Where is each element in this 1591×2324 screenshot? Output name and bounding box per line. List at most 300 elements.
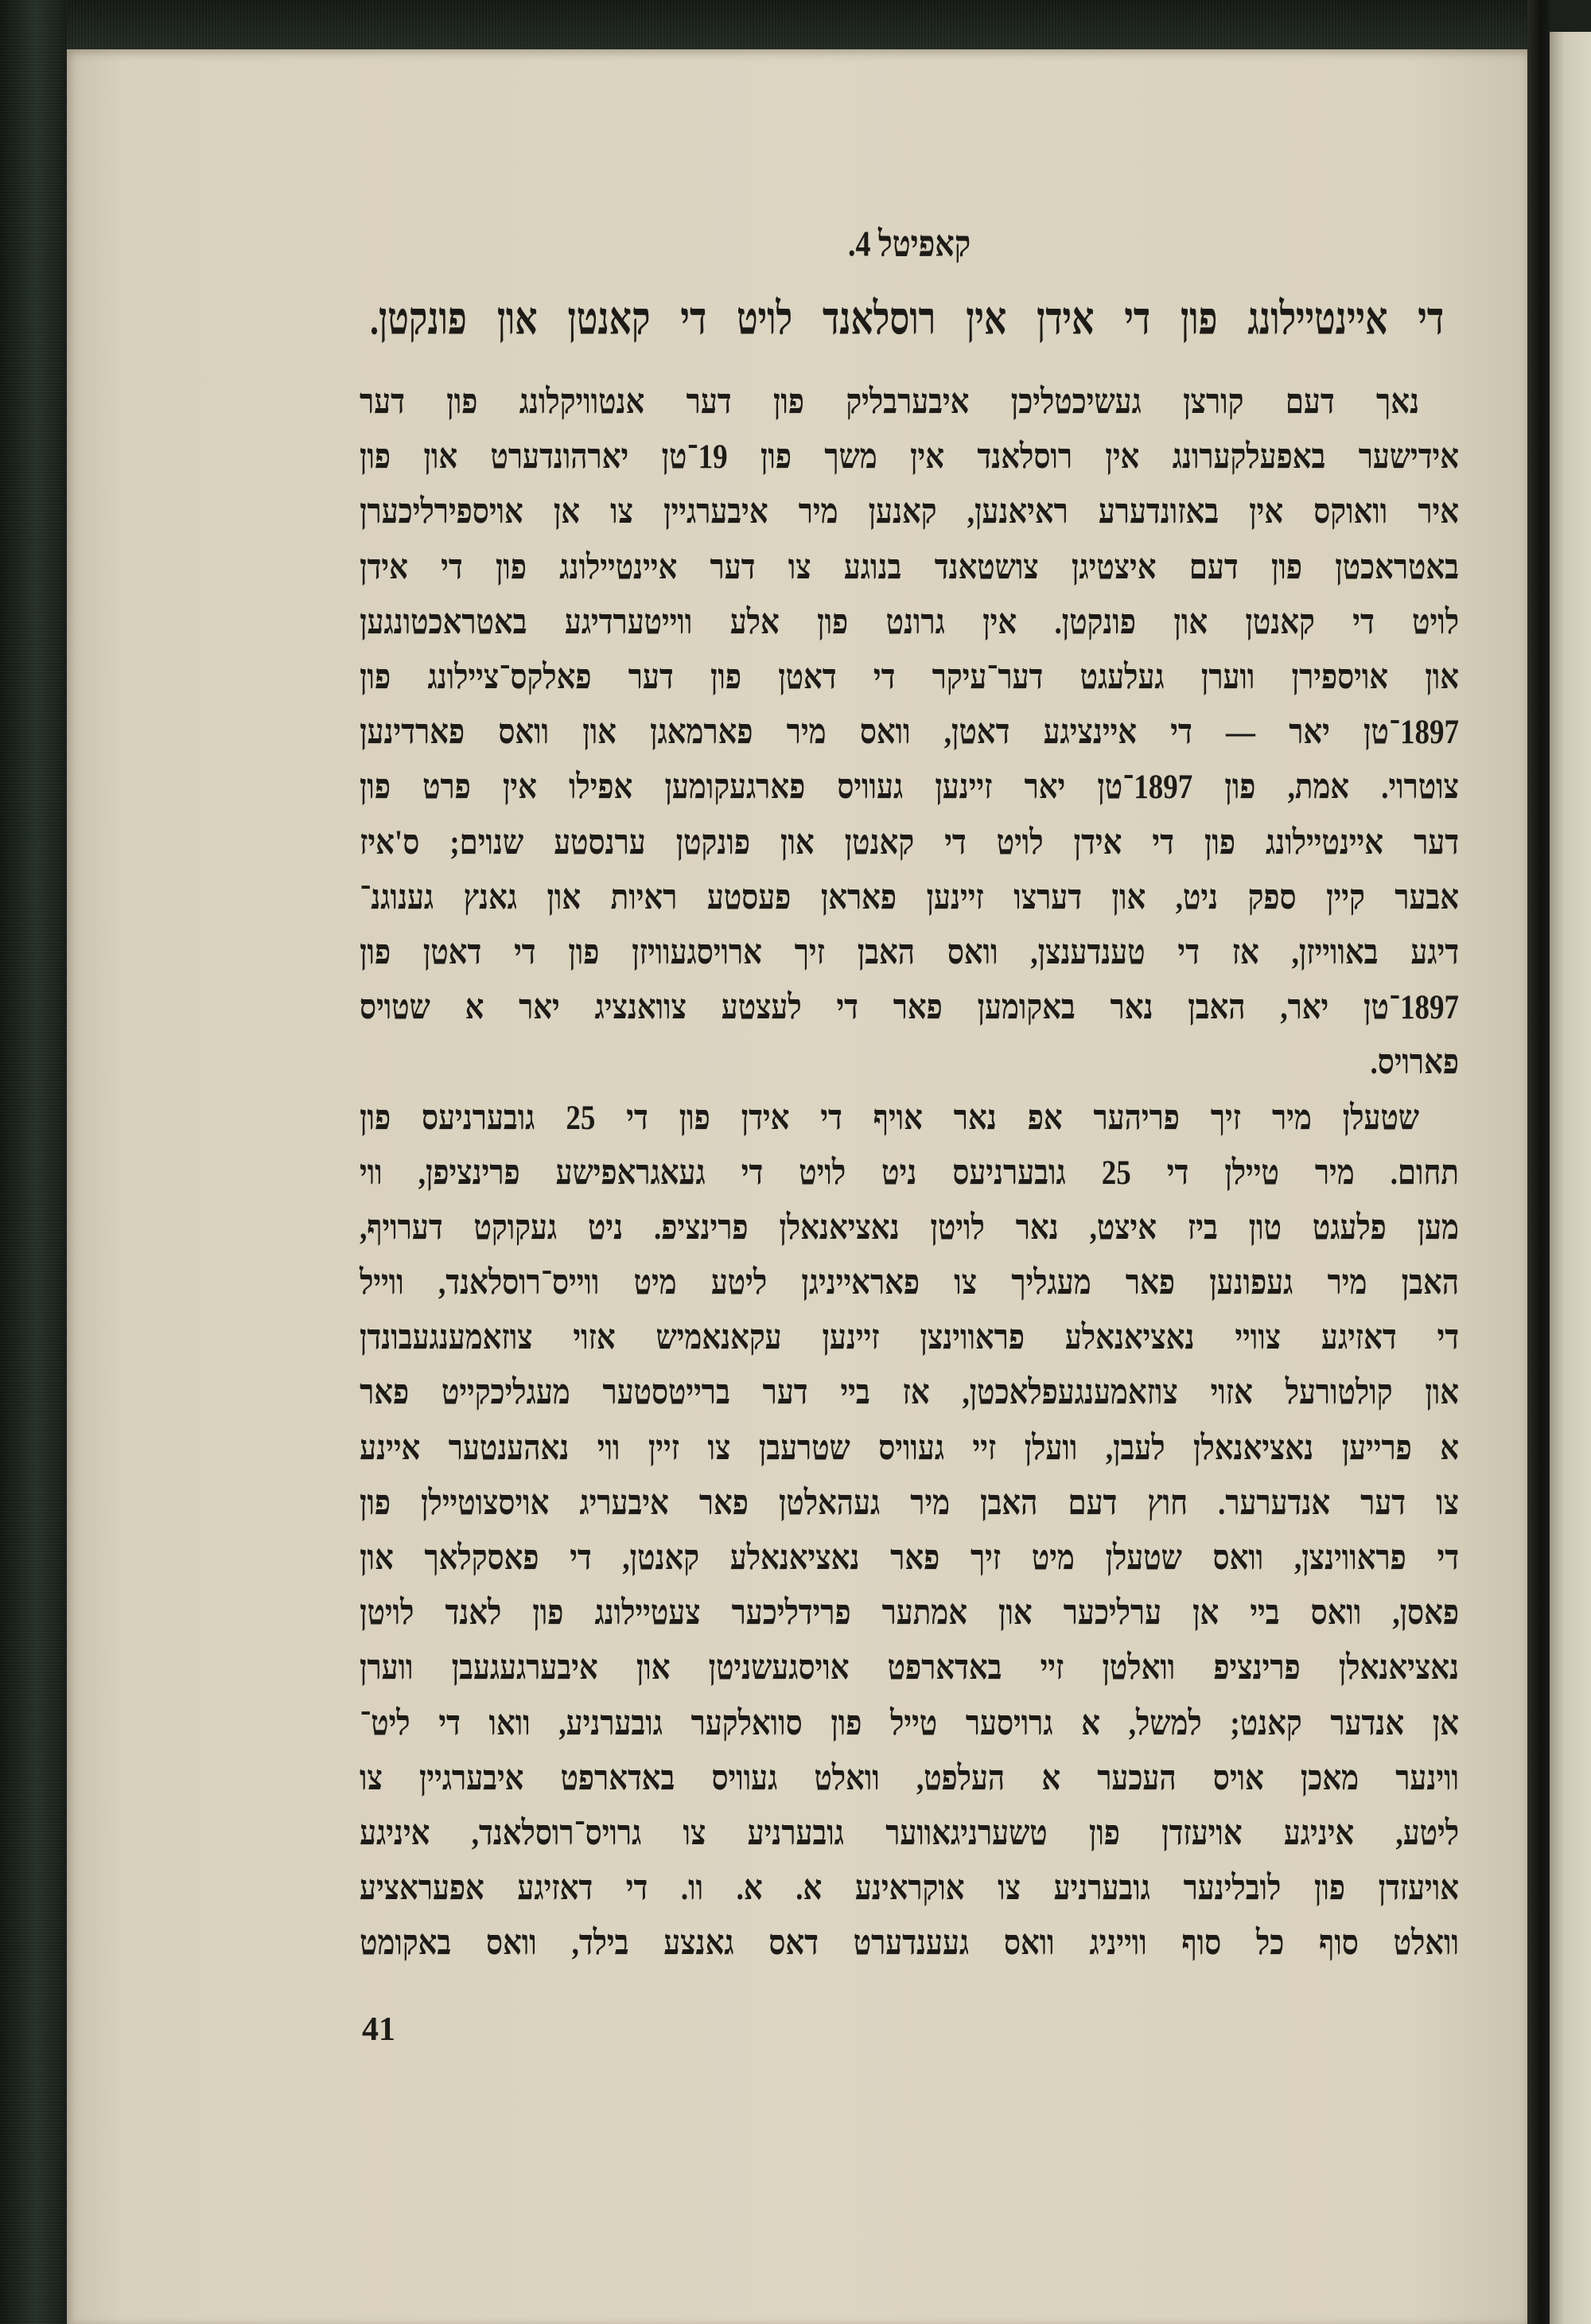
- word: יאר: [1289, 713, 1330, 752]
- word: פריהער: [1093, 1098, 1180, 1138]
- word: נאציאנאלע: [729, 1539, 860, 1578]
- word: וואס: [498, 713, 550, 752]
- word: א: [1041, 1759, 1061, 1798]
- word: וואס: [1310, 1594, 1362, 1633]
- word: פון: [1224, 768, 1256, 808]
- word: איינציגע: [1043, 713, 1138, 752]
- word: ארויסגעוויזן: [632, 933, 762, 972]
- word: איבערגעגעבן: [451, 1649, 598, 1688]
- word: פון: [568, 933, 600, 972]
- word: צוזאמענגעפלאכטן,: [962, 1373, 1178, 1413]
- word: לויט: [737, 293, 793, 344]
- word: פון: [360, 438, 391, 477]
- word: פון: [831, 1703, 862, 1743]
- word: אן: [1432, 1703, 1459, 1743]
- word: גובערניע: [747, 1814, 844, 1853]
- word: איניגע: [360, 1814, 430, 1853]
- word: באדארפט: [887, 1649, 1002, 1688]
- word: געוויס: [878, 1428, 945, 1468]
- word: וו.: [680, 1869, 704, 1908]
- word: ספק: [1247, 878, 1297, 917]
- word: אידן: [1037, 293, 1095, 344]
- word: באדארפט: [560, 1759, 675, 1798]
- word: לויטן: [930, 1209, 985, 1248]
- word: משך: [824, 438, 877, 477]
- word: יאר: [519, 988, 560, 1027]
- paragraph: [360, 1090, 1459, 1971]
- word: מען: [1417, 1209, 1459, 1248]
- word: דערויף,: [360, 1209, 443, 1248]
- word: גאנצע: [663, 1924, 734, 1964]
- word: העכער: [1097, 1759, 1177, 1798]
- word: גרויסער: [965, 1703, 1053, 1743]
- word: פאר: [890, 1539, 940, 1578]
- word: דיגע: [1410, 933, 1459, 972]
- word: אז: [1231, 933, 1259, 972]
- text-line: [360, 650, 1459, 705]
- word: מיר: [786, 713, 827, 752]
- word: 25: [1101, 1154, 1131, 1193]
- word: צוויי: [1235, 1318, 1282, 1357]
- word: נאציאנאלע: [1064, 1318, 1195, 1357]
- word: דאטן: [778, 658, 837, 697]
- word: די: [1170, 713, 1192, 752]
- word: באקומען: [977, 988, 1076, 1027]
- word: די: [1352, 603, 1375, 642]
- word: ניט: [588, 1209, 624, 1248]
- word: יאר: [1024, 768, 1066, 808]
- word: זיך: [1210, 1098, 1242, 1138]
- word: ביי: [1250, 1594, 1280, 1633]
- word: זיך: [794, 933, 825, 972]
- word: גאנץ: [463, 878, 517, 917]
- word: פאסקלאך: [424, 1539, 539, 1578]
- word: ליטע,: [1395, 1814, 1459, 1853]
- word: אידן: [1073, 823, 1122, 862]
- word: בילד,: [571, 1924, 629, 1964]
- word: פאר: [1125, 1263, 1175, 1302]
- word: געפונען: [1209, 1263, 1293, 1302]
- word: עקאנאמיש: [655, 1318, 782, 1357]
- word: זיינען: [926, 878, 984, 917]
- word: מיט: [633, 1263, 677, 1302]
- word: פון: [679, 1098, 710, 1138]
- word: 1897־טן: [1363, 713, 1459, 752]
- text-line: [360, 1806, 1459, 1861]
- word: פון: [495, 547, 527, 587]
- word: ווייס־רוסלאנד,: [438, 1263, 600, 1302]
- word: אבער: [1395, 878, 1459, 917]
- word: וואו: [488, 1703, 531, 1743]
- word: זיך: [970, 1539, 1002, 1578]
- text-line: [360, 1531, 1459, 1586]
- word: לויט: [996, 823, 1044, 862]
- word: און: [496, 293, 538, 344]
- word: די: [441, 547, 463, 587]
- word: אמת,: [1287, 768, 1350, 808]
- word: דער: [360, 383, 405, 422]
- word: שטרעבן: [758, 1428, 850, 1468]
- word: אן: [553, 492, 581, 532]
- word: האבן: [1188, 988, 1246, 1027]
- word: אויסצוטיילן: [421, 1484, 550, 1523]
- book-cover-top: [67, 0, 1527, 49]
- word: טענדענצן,: [1030, 933, 1146, 972]
- word: פון: [772, 383, 804, 422]
- word: באפעלקערונג: [1172, 438, 1326, 477]
- word: צוזאמענגעבונדן: [360, 1318, 533, 1357]
- word: פארמאגן: [650, 713, 753, 752]
- word: פון: [360, 768, 391, 808]
- word: 1897־טן: [1097, 768, 1193, 808]
- word: טון: [1248, 1209, 1282, 1248]
- text-line: [360, 760, 1459, 815]
- word: די: [438, 1703, 461, 1743]
- word: געהאלטן: [778, 1484, 881, 1523]
- word: פון: [532, 1594, 564, 1633]
- word: א.: [736, 1869, 763, 1908]
- word: אידן: [360, 547, 408, 587]
- word: אוקראינע: [854, 1869, 965, 1908]
- word: פאר: [698, 1484, 749, 1523]
- text-line: [360, 1201, 1459, 1255]
- word: אפ: [1027, 1098, 1063, 1138]
- word: קאנען: [868, 492, 937, 532]
- word: שטויס: [360, 988, 430, 1027]
- word: ווייל: [360, 1263, 404, 1302]
- word: אפילו: [568, 768, 633, 808]
- word: ערליכער: [1063, 1594, 1162, 1633]
- word: איינטיילונג: [559, 547, 678, 587]
- word: טשערניגאווער: [885, 1814, 1048, 1853]
- word: און: [360, 1539, 394, 1578]
- word: ווייטערדיגע: [564, 603, 693, 642]
- text-line: [360, 1310, 1459, 1365]
- word: פרינציפן,: [418, 1154, 520, 1193]
- word: טייל: [890, 1703, 938, 1743]
- word: די: [820, 1098, 842, 1138]
- word: יאר,: [1280, 988, 1329, 1027]
- chapter-heading: [360, 223, 1459, 266]
- word: אנדערער.: [1218, 1484, 1331, 1523]
- word: קאנט;: [1230, 1703, 1302, 1743]
- word: דער־עיקר: [932, 658, 1044, 697]
- word: וואלט: [814, 1759, 880, 1798]
- word: באקומט: [360, 1924, 452, 1964]
- word: איניגע: [1283, 1814, 1355, 1853]
- word: אין: [910, 438, 945, 477]
- word: מיר: [910, 1484, 951, 1523]
- word: די: [514, 933, 536, 972]
- word: כל: [1255, 1924, 1285, 1964]
- word: לעצטע: [721, 988, 802, 1027]
- word: א: [1081, 1703, 1101, 1743]
- word: צו: [998, 1869, 1021, 1908]
- word: גענוגנ־: [360, 878, 434, 917]
- word: מיט: [1031, 1539, 1075, 1578]
- word: די: [1418, 293, 1444, 344]
- word: אנדער: [1330, 1703, 1405, 1743]
- text-line: [360, 1641, 1459, 1695]
- word: פרידליכער: [731, 1594, 851, 1633]
- word: אידישער: [1358, 438, 1459, 477]
- word: צו: [360, 1759, 383, 1798]
- word: און: [998, 1594, 1033, 1633]
- word: באווייזן,: [1291, 933, 1379, 972]
- word: דאזיגע: [1321, 1318, 1397, 1357]
- word: באטראכטן: [1335, 547, 1459, 587]
- text-line: [360, 870, 1459, 925]
- word: ווי: [360, 1154, 383, 1193]
- text-line: [360, 705, 1459, 760]
- word: פון: [760, 438, 792, 477]
- word: די: [570, 1539, 592, 1578]
- word: געאגראפישע: [555, 1154, 706, 1193]
- chapter-heading-text: קאפיטל 4.: [847, 224, 971, 265]
- word: פון: [710, 658, 741, 697]
- text-line: [360, 925, 1459, 980]
- word: אויסגעשניטן: [708, 1649, 850, 1688]
- word: ניט: [881, 1154, 917, 1193]
- word: 1897־טן: [1363, 988, 1459, 1027]
- word: איצטיגן: [1071, 547, 1157, 587]
- word: דער: [686, 383, 732, 422]
- text-line: [360, 1035, 1459, 1090]
- word: דער: [628, 658, 674, 697]
- word: וואס: [1003, 1924, 1055, 1964]
- word: די: [873, 658, 896, 697]
- word: פלעגט: [1312, 1209, 1387, 1248]
- text-line: [360, 1916, 1459, 1971]
- text-line: [360, 1751, 1459, 1806]
- text-line: [360, 1421, 1459, 1476]
- word: אין: [502, 768, 537, 808]
- word: צעטיילונג: [594, 1594, 701, 1633]
- word: דער: [710, 547, 756, 587]
- word: פארדינען: [360, 713, 465, 752]
- word: וואלטן: [1102, 1649, 1176, 1688]
- word: זיינען: [822, 1318, 880, 1357]
- word: פרינציפ.: [654, 1209, 749, 1248]
- book-gutter: [1527, 0, 1550, 2324]
- word: באטראכטונגען: [360, 603, 527, 642]
- word: וואלט: [1393, 1924, 1459, 1964]
- word: פרייען: [1341, 1428, 1412, 1468]
- word: און: [1425, 658, 1459, 697]
- word: מיר: [1314, 1154, 1355, 1193]
- body-text: [360, 375, 1459, 1971]
- word: דער: [762, 1373, 808, 1413]
- word: פארויס.: [1370, 1043, 1459, 1083]
- word: פון: [817, 603, 849, 642]
- word: זיי: [1040, 1649, 1064, 1688]
- book-cover-edge: [0, 0, 67, 2324]
- word: צוואנציג: [594, 988, 687, 1027]
- word: ברייטסטער: [602, 1373, 730, 1413]
- word: געשיכטליכן: [1010, 383, 1142, 422]
- word: נאר: [1015, 1209, 1059, 1248]
- word: אויס: [1212, 1759, 1264, 1798]
- text-line: [360, 1146, 1459, 1201]
- word: ראיאנען,: [967, 492, 1068, 532]
- word: וואס: [859, 713, 911, 752]
- word: שטעלן: [1342, 1098, 1419, 1138]
- word: האבן: [1401, 1263, 1459, 1302]
- word: ביז: [1187, 1209, 1218, 1248]
- word: קאנטן: [1245, 603, 1315, 642]
- word: ווינער: [1395, 1759, 1459, 1798]
- word: פאראייניגן: [801, 1263, 920, 1302]
- word: איינטיילונג: [1266, 823, 1384, 862]
- word: גרויס־רוסלאנד,: [471, 1814, 642, 1853]
- word: און: [423, 438, 458, 477]
- word: דאזיגע: [517, 1869, 593, 1908]
- word: נאציאנאלן: [1338, 1649, 1459, 1688]
- word: צו: [683, 1814, 706, 1853]
- word: געוויס: [837, 768, 904, 808]
- word: אויף: [873, 1098, 923, 1138]
- word: רוסלאנד: [977, 438, 1073, 477]
- word: אמתער: [881, 1594, 967, 1633]
- word: סוף: [1319, 1924, 1359, 1964]
- word: וואס: [1212, 1539, 1264, 1578]
- word: פרט: [422, 768, 471, 808]
- word: יארהונדערט: [490, 438, 629, 477]
- word: לובלינער: [1183, 1869, 1282, 1908]
- text-line: [360, 1090, 1459, 1145]
- word: צוטרוי.: [1381, 768, 1459, 808]
- word: איבערבליק: [846, 383, 970, 422]
- word: אלע: [729, 603, 780, 642]
- word: גרונט: [885, 603, 945, 642]
- word: איבערגיין: [418, 1759, 524, 1798]
- word: טיילן: [1224, 1154, 1279, 1193]
- word: שנוים;: [449, 823, 524, 862]
- word: וואס: [486, 1924, 537, 1964]
- word: נאר: [953, 1098, 997, 1138]
- word: איר: [1418, 492, 1459, 532]
- word: די: [741, 1154, 764, 1193]
- chapter-title: [370, 293, 1444, 344]
- word: פונקטן: [675, 823, 750, 862]
- word: פארגעקומען: [664, 768, 806, 808]
- word: האבן: [857, 933, 916, 972]
- word: נאציאנאלן: [779, 1209, 900, 1248]
- text-line: [360, 540, 1459, 595]
- word: די: [1166, 1154, 1189, 1193]
- page-number: 41: [362, 2011, 395, 2048]
- word: א: [1440, 1428, 1459, 1468]
- word: אז: [902, 1373, 930, 1413]
- word: קאנטן,: [622, 1539, 700, 1578]
- word: ערנסטע: [554, 823, 646, 862]
- word: געענדערט: [853, 1924, 970, 1964]
- word: די: [625, 1869, 648, 1908]
- word: די: [836, 988, 858, 1027]
- word: צו: [788, 547, 811, 587]
- word: אן: [1192, 1594, 1220, 1633]
- word: ליטע: [710, 1263, 768, 1302]
- word: תחום.: [1390, 1154, 1459, 1193]
- word: גובערניעס: [422, 1098, 535, 1138]
- word: וועלן: [1024, 1428, 1078, 1468]
- word: מעגליכקייט: [441, 1373, 570, 1413]
- word: געקוקט: [473, 1209, 558, 1248]
- word: די: [944, 823, 967, 862]
- word: מיר: [798, 492, 838, 532]
- word: די: [1177, 933, 1200, 972]
- word: פון: [1180, 293, 1218, 344]
- word: רוסלאנד: [823, 293, 936, 344]
- word: די: [1437, 1539, 1459, 1578]
- word: פון: [1204, 823, 1235, 862]
- word: דעם: [1188, 547, 1239, 587]
- word: איבערגיין: [663, 492, 768, 532]
- word: נאך: [1376, 383, 1419, 422]
- word: זיין: [648, 1428, 680, 1468]
- word: פון: [1313, 1869, 1345, 1908]
- word: פראווינצן,: [1293, 1539, 1406, 1578]
- word: פאלקס־ציילונג: [427, 658, 592, 697]
- text-line: [360, 980, 1459, 1035]
- word: אנטוויקלונג: [519, 383, 645, 422]
- word: געוויס: [711, 1759, 778, 1798]
- word: דאס: [768, 1924, 819, 1964]
- word: אויספירן: [1291, 658, 1389, 697]
- word: און: [1425, 1373, 1459, 1413]
- word: דערצו: [1013, 878, 1083, 917]
- word: דער: [1414, 823, 1459, 862]
- word: לאנד: [445, 1594, 502, 1633]
- word: און: [636, 1649, 671, 1688]
- word: די: [1437, 1318, 1459, 1357]
- word: און: [547, 878, 582, 917]
- word: א: [465, 988, 484, 1027]
- word: ווערן: [360, 1649, 414, 1688]
- word: קאנטן: [567, 293, 651, 344]
- word: קולטורעל: [1285, 1373, 1393, 1413]
- word: מיר: [1327, 1263, 1367, 1302]
- text-line: [360, 1586, 1459, 1641]
- word: מאכן: [1300, 1759, 1360, 1798]
- word: און: [582, 713, 617, 752]
- text-line: [360, 1255, 1459, 1310]
- word: פעסטע: [706, 878, 792, 917]
- word: נאציאנאלן: [1193, 1428, 1314, 1468]
- word: די: [1152, 823, 1174, 862]
- word: פרינציפ: [1213, 1649, 1301, 1688]
- word: גובערניע,: [558, 1703, 663, 1743]
- word: ווייניג: [1089, 1924, 1147, 1964]
- word: 25: [566, 1098, 596, 1138]
- word: צו: [707, 1428, 731, 1468]
- word: וואוקס: [1313, 492, 1388, 532]
- text-line: [360, 430, 1459, 485]
- word: ניט,: [1175, 878, 1219, 917]
- word: סוואלקער: [690, 1703, 803, 1743]
- word: גובערניע: [1053, 1869, 1150, 1908]
- word: פאר: [360, 1373, 410, 1413]
- word: ס'איז: [360, 823, 420, 862]
- text-line: [360, 1696, 1459, 1751]
- next-page-edge: [1550, 32, 1591, 2324]
- word: פון: [1088, 1814, 1120, 1853]
- word: ראיות: [610, 878, 678, 917]
- text-line: [360, 1476, 1459, 1531]
- word: פונקטן.: [370, 293, 467, 344]
- word: פון: [360, 1098, 391, 1138]
- word: זיינען: [935, 768, 993, 808]
